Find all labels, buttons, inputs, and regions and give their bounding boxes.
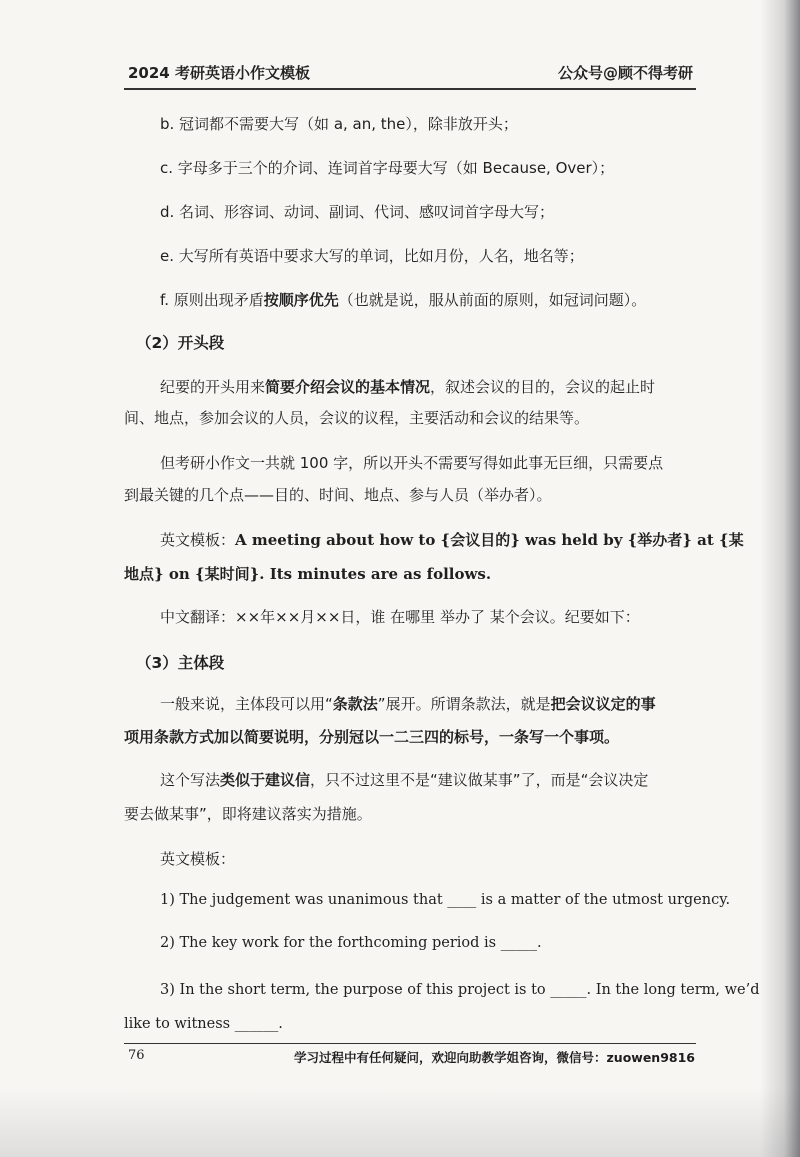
s2-template-line2: 地点} on {某时间}. Its minutes are as follows. xyxy=(124,565,492,583)
s2-p1-tail: ，叙述会议的目的，会议的起止时 xyxy=(430,378,656,396)
s3-para1-line1 xyxy=(160,693,656,714)
s2-p1-bold: 简要介绍会议的基本情况 xyxy=(265,378,431,396)
section-2-heading: （2）开头段 xyxy=(136,334,225,352)
s2-translation: 中文翻译：××年××月××日，谁 在哪里 举办了 某个会议。纪要如下： xyxy=(160,608,640,626)
header-rule xyxy=(124,88,696,90)
s2-para2-line1: 但考研小作文一共就 100 字，所以开头不需要写得如此事无巨细，只需要点 xyxy=(160,454,664,472)
template-sentence-3-line2: like to witness ______. xyxy=(124,1016,283,1032)
s3-p1-c: ”展开。所谓条款法，就是 xyxy=(377,695,551,713)
footer-rule xyxy=(124,1043,696,1044)
template-text: A meeting about how to {会议目的} was held by {举办者} at {某 xyxy=(235,531,744,549)
rule-b: b. 冠词都不需要大写（如 a, an, the），除非放开头； xyxy=(160,115,518,133)
s2-para1-line1 xyxy=(160,376,655,397)
rule-f-text: f. 原则出现矛盾 xyxy=(160,291,264,309)
s2-template-line1 xyxy=(160,529,744,550)
s3-para1-line2: 项用条款方式加以简要说明，分别冠以一二三四的标号，一条写一个事项。 xyxy=(124,728,620,746)
rule-f xyxy=(160,289,646,310)
rule-f-bold: 按顺序优先 xyxy=(263,291,339,309)
template-label: 英文模板： xyxy=(160,531,236,549)
s3-p2-c: ，只不过这里不是“建议做某事”了，而是“会议决定 xyxy=(310,771,649,789)
s2-para2-line2: 到最关键的几个点——目的、时间、地点、参与人员（举办者）。 xyxy=(124,486,552,504)
template-sentence-1: 1) The judgement was unanimous that ____ is a matter of the utmost urgency. xyxy=(160,892,731,908)
rule-e: e. 大写所有英语中要求大写的单词，比如月份，人名，地名等； xyxy=(160,247,584,265)
s3-p1-a: 一般来说，主体段可以用“ xyxy=(160,695,333,713)
header-title: 2024 考研英语小作文模板 xyxy=(128,64,310,82)
s3-template-label: 英文模板： xyxy=(160,850,236,868)
section-3-heading: （3）主体段 xyxy=(136,654,225,672)
page-number: 76 xyxy=(128,1048,145,1063)
s3-para2-line2: 要去做某事”，即将建议落实为措施。 xyxy=(124,805,372,823)
footer-note: 学习过程中有任何疑问，欢迎向助教学姐咨询，微信号：zuowen9816 xyxy=(294,1050,695,1065)
page-shadow-bottom xyxy=(0,1087,800,1157)
s3-p2-b: 类似于建议信 xyxy=(220,771,311,789)
template-sentence-3-line1: 3) In the short term, the purpose of this project is to _____. In the long term, we’d xyxy=(160,982,760,998)
s3-p2-a: 这个写法 xyxy=(160,771,221,789)
header-account: 公众号@顾不得考研 xyxy=(557,64,693,82)
page-shadow xyxy=(760,0,800,1157)
rule-f-tail: （也就是说，服从前面的原则，如冠词问题）。 xyxy=(338,291,647,309)
s2-para1-line2: 间、地点，参加会议的人员，会议的议程，主要活动和会议的结果等。 xyxy=(124,409,590,427)
s3-p1-d: 把会议议定的事 xyxy=(550,695,656,713)
rule-d: d. 名词、形容词、动词、副词、代词、感叹词首字母大写； xyxy=(160,203,555,221)
running-header xyxy=(128,62,693,84)
s3-para2-line1 xyxy=(160,769,648,790)
s3-p1-b: 条款法 xyxy=(332,695,378,713)
s2-p1-text: 纪要的开头用来 xyxy=(160,378,266,396)
template-sentence-2: 2) The key work for the forthcoming period is _____. xyxy=(160,935,542,951)
rule-c: c. 字母多于三个的介词、连词首字母要大写（如 Because, Over）； xyxy=(160,159,615,177)
